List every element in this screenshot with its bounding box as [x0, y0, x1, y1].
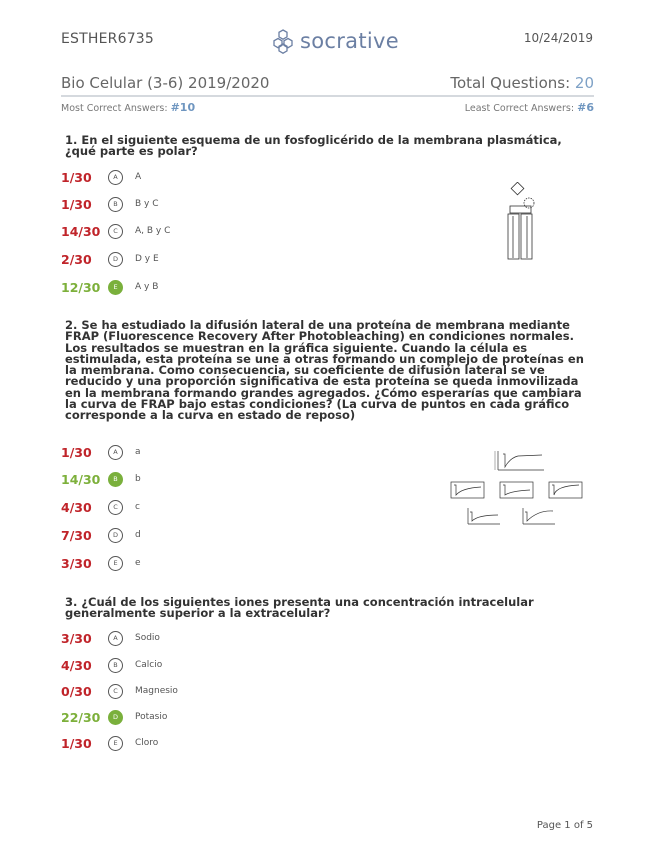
answer-score: 3/30 [61, 555, 92, 571]
page-number: Page 1 of 5 [536, 820, 593, 831]
answer-score: 1/30 [61, 444, 92, 460]
answer-letter-badge: E [108, 280, 123, 295]
most-correct-value: #10 [170, 101, 196, 114]
answer-score: 22/30 [61, 709, 101, 725]
least-correct-label: Least Correct Answers: [464, 103, 575, 114]
answer-letter-badge: B [108, 472, 123, 487]
answer-score: 2/30 [61, 251, 92, 267]
frap-option-d-graph [468, 508, 500, 524]
answer-row [61, 628, 160, 648]
answer-score: 7/30 [61, 527, 92, 543]
answer-label: c [135, 502, 140, 512]
answer-label: Calcio [135, 660, 163, 670]
least-correct [465, 101, 594, 114]
answer-label: d [135, 530, 141, 540]
answer-letter-badge: A [108, 631, 123, 646]
answer-row [61, 707, 167, 727]
frap-reference-graph [495, 451, 544, 470]
answer-label: A [135, 172, 142, 182]
logo-text: socrative [300, 29, 399, 53]
answer-row [61, 655, 162, 675]
total-questions-label: Total Questions: [450, 74, 571, 92]
hexagon-logo-icon [270, 28, 296, 54]
answer-score: 1/30 [61, 169, 92, 185]
answer-letter-badge: A [108, 445, 123, 460]
frap-option-e-graph [523, 508, 555, 524]
socrative-logo [270, 28, 399, 54]
answer-row [61, 681, 178, 701]
question-2-text: 2. Se ha estudiado la difusión lateral de una proteína de membrana mediante FRAP (Fluorescence Recovery After Photobleaching) en condiciones normales. Los resultados se muestran en la gráfica siguiente. Cuando la célula es estimulada, esta proteína se une a otras formando un complejo de proteínas en la membrana. Como consecuencia, su coeficiente de difusión lateral se ve reducido y una proporción significativa de esta proteína se queda inmovilizada en la membrana formando grandes agregados. ¿Cómo esperarías que cambiara la curva de FRAP bajo estas condiciones? (La curva de puntos en cada gráfico corresponde a la curva en estado de reposo) [65, 318, 584, 423]
answer-letter-badge: C [108, 224, 123, 239]
answer-letter-badge: E [108, 556, 123, 571]
answer-row [61, 277, 158, 297]
question-1-text: 1. En el siguiente esquema de un fosfoglicérido de la membrana plasmática, ¿qué parte es polar? [65, 133, 562, 159]
frap-curves-diagram [448, 448, 588, 528]
total-questions-value: 20 [574, 74, 594, 92]
answer-row [61, 194, 159, 214]
answer-row [61, 525, 141, 545]
answer-label: b [135, 474, 141, 484]
answer-label: A, B y C [135, 226, 171, 236]
answer-row [61, 221, 170, 241]
answer-row [61, 442, 141, 462]
answer-row [61, 733, 158, 753]
most-correct-label: Most Correct Answers: [61, 103, 168, 114]
username: ESTHER6735 [61, 31, 155, 47]
answer-score: 12/30 [61, 279, 101, 295]
answer-label: Cloro [135, 738, 159, 748]
answer-label: A y B [135, 282, 159, 292]
answer-letter-badge: C [108, 684, 123, 699]
answer-score: 14/30 [61, 223, 101, 239]
date: 10/24/2019 [523, 31, 593, 45]
quiz-title: Bio Celular (3-6) 2019/2020 [61, 74, 270, 92]
frap-option-c-graph [549, 482, 582, 498]
answer-score: 1/30 [61, 735, 92, 751]
phospholipid-diagram [500, 182, 545, 264]
header-divider [61, 95, 594, 97]
answer-score: 14/30 [61, 471, 101, 487]
least-correct-value: #6 [577, 101, 594, 114]
most-correct [61, 101, 195, 114]
answer-label: D y E [135, 254, 159, 264]
answer-letter-badge: C [108, 500, 123, 515]
answer-label: Magnesio [135, 686, 178, 696]
answer-score: 4/30 [61, 499, 92, 515]
answer-label: Potasio [135, 712, 168, 722]
answer-row [61, 469, 141, 489]
answer-row [61, 553, 141, 573]
answer-letter-badge: D [108, 528, 123, 543]
answer-score: 4/30 [61, 657, 92, 673]
answer-label: a [135, 447, 141, 457]
answer-letter-badge: D [108, 710, 123, 725]
answer-label: e [135, 558, 141, 568]
answer-score: 3/30 [61, 630, 92, 646]
answer-label: B y C [135, 199, 159, 209]
answer-letter-badge: A [108, 170, 123, 185]
answer-letter-badge: E [108, 736, 123, 751]
answer-label: Sodio [135, 633, 160, 643]
answer-letter-badge: B [108, 658, 123, 673]
answer-row [61, 497, 140, 517]
question-3-text: 3. ¿Cuál de los siguientes iones presenta una concentración intracelular generalmente superior a la extracelular? [65, 595, 534, 621]
answer-letter-badge: D [108, 252, 123, 267]
total-questions [450, 74, 594, 92]
answer-letter-badge: B [108, 197, 123, 212]
frap-option-a-graph [451, 482, 484, 498]
answer-row [61, 167, 141, 187]
answer-score: 0/30 [61, 683, 92, 699]
answer-row [61, 249, 159, 269]
answer-score: 1/30 [61, 196, 92, 212]
frap-option-b-graph [500, 482, 533, 498]
